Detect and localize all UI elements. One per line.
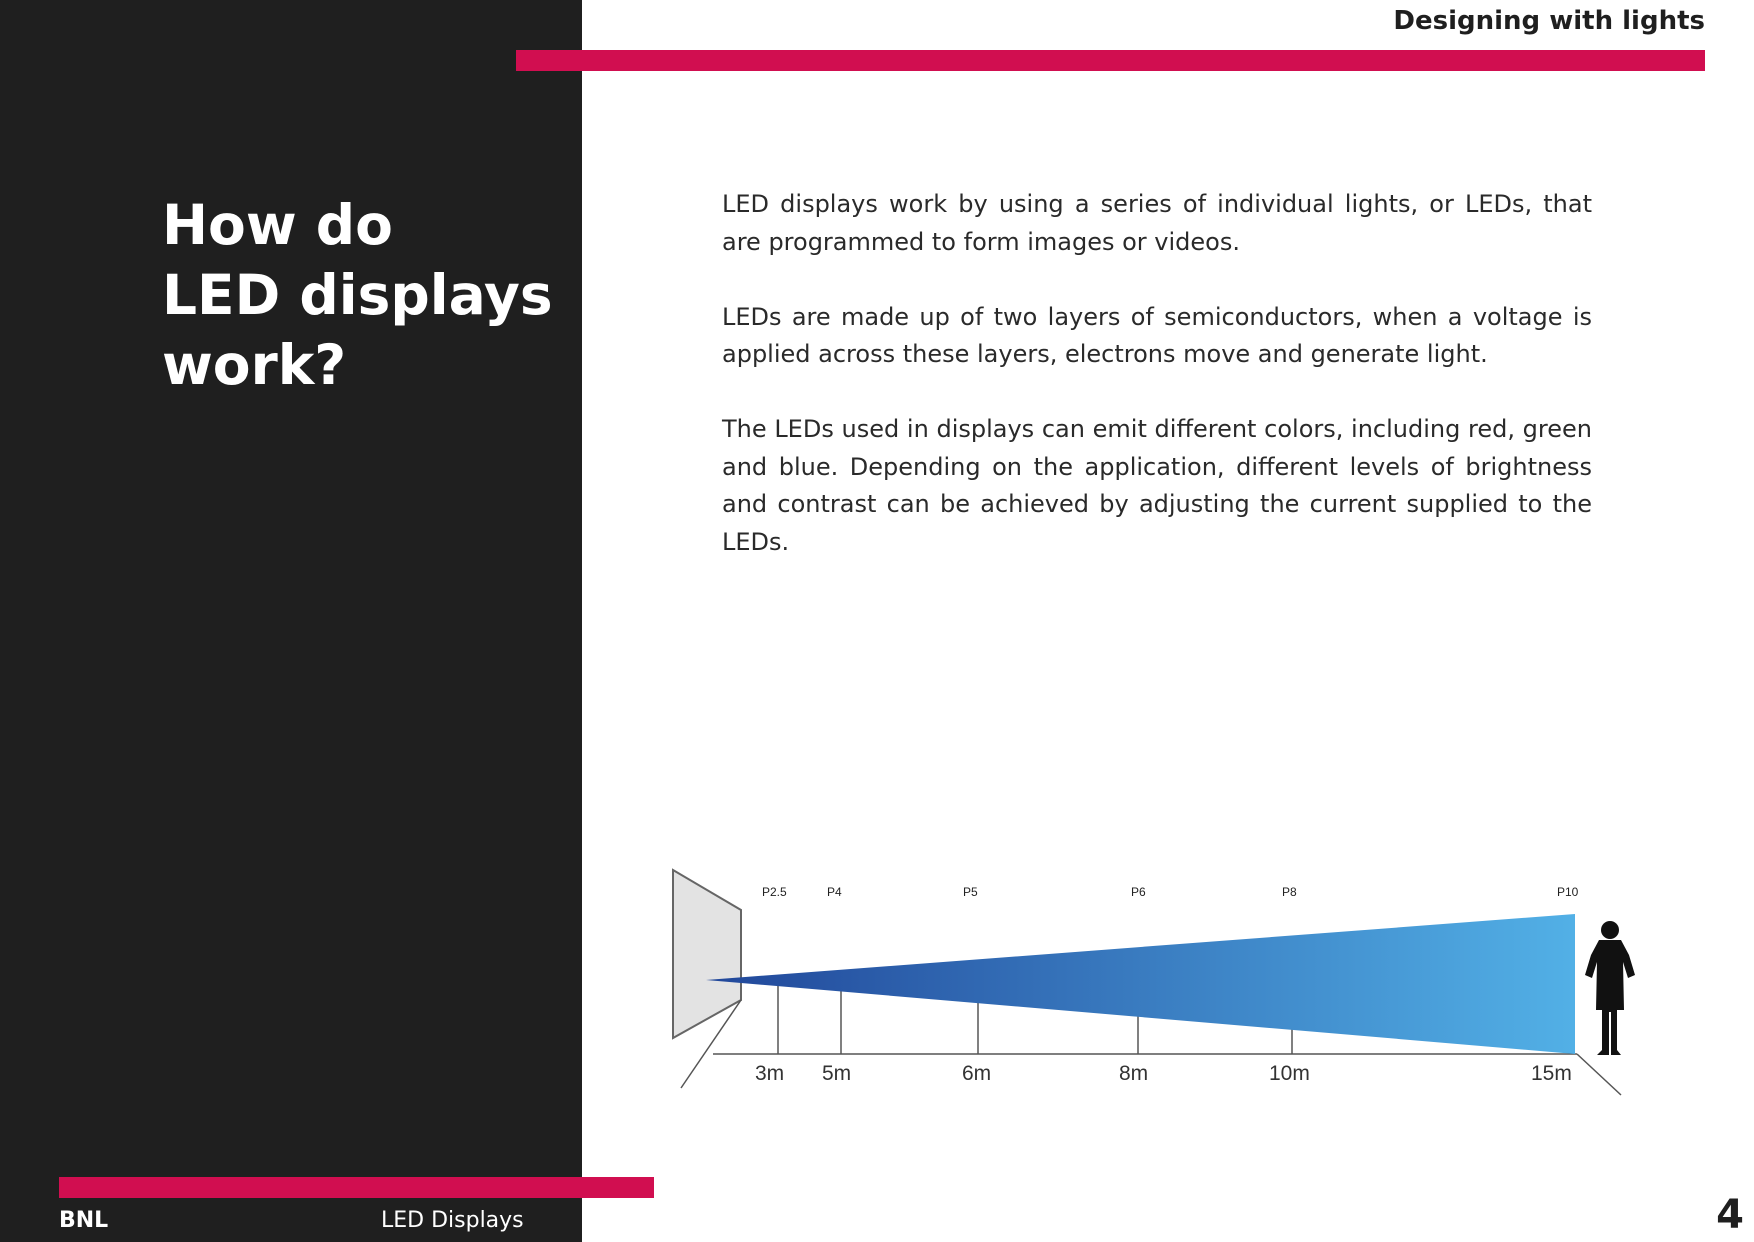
pitch-label: P6	[1131, 885, 1146, 899]
distance-label: 6m	[962, 1062, 992, 1085]
distance-label: 15m	[1531, 1062, 1572, 1085]
pitch-label: P4	[827, 885, 842, 899]
distance-label: 3m	[755, 1062, 785, 1085]
paragraph: LEDs are made up of two layers of semiconductors, when a voltage is applied across these layers, electrons move and generate light.	[722, 302, 1592, 368]
pitch-label: P10	[1557, 885, 1579, 899]
left-dark-panel	[0, 0, 582, 1242]
floor-line-right	[1577, 1054, 1621, 1095]
led-screen-shape	[673, 870, 741, 1038]
viewing-beam	[706, 914, 1575, 1054]
pitch-label: P5	[963, 885, 978, 899]
page-title-line: work?	[162, 333, 347, 397]
body-text	[722, 186, 1592, 599]
pitch-label: P8	[1282, 885, 1297, 899]
person-silhouette-icon	[1585, 921, 1635, 1055]
distance-label: 8m	[1119, 1062, 1149, 1085]
page-number: 4	[1716, 1192, 1744, 1238]
footer-accent-bar	[59, 1177, 654, 1198]
distance-label: 5m	[822, 1062, 852, 1085]
page-title-line: LED displays	[162, 263, 553, 327]
pitch-label: P2.5	[762, 885, 787, 899]
paragraph: LED displays work by using a series of individual lights, or LEDs, that are programmed to form images or videos.	[722, 190, 1592, 256]
paragraph: The LEDs used in displays can emit different colors, including red, green and blue. Depending on the application, different levels of brightness and contrast can be achieved by adjusting the current supplied to the LEDs.	[722, 415, 1592, 556]
page-title	[162, 190, 553, 400]
header-title: Designing with lights	[1393, 6, 1705, 36]
distance-label: 10m	[1269, 1062, 1310, 1085]
viewing-distance-diagram	[660, 860, 1660, 1120]
header-accent-bar	[516, 50, 1705, 71]
footer-section-title: LED Displays	[381, 1208, 524, 1233]
page-title-line: How do	[162, 193, 393, 257]
footer-brand: BNL	[59, 1208, 109, 1233]
